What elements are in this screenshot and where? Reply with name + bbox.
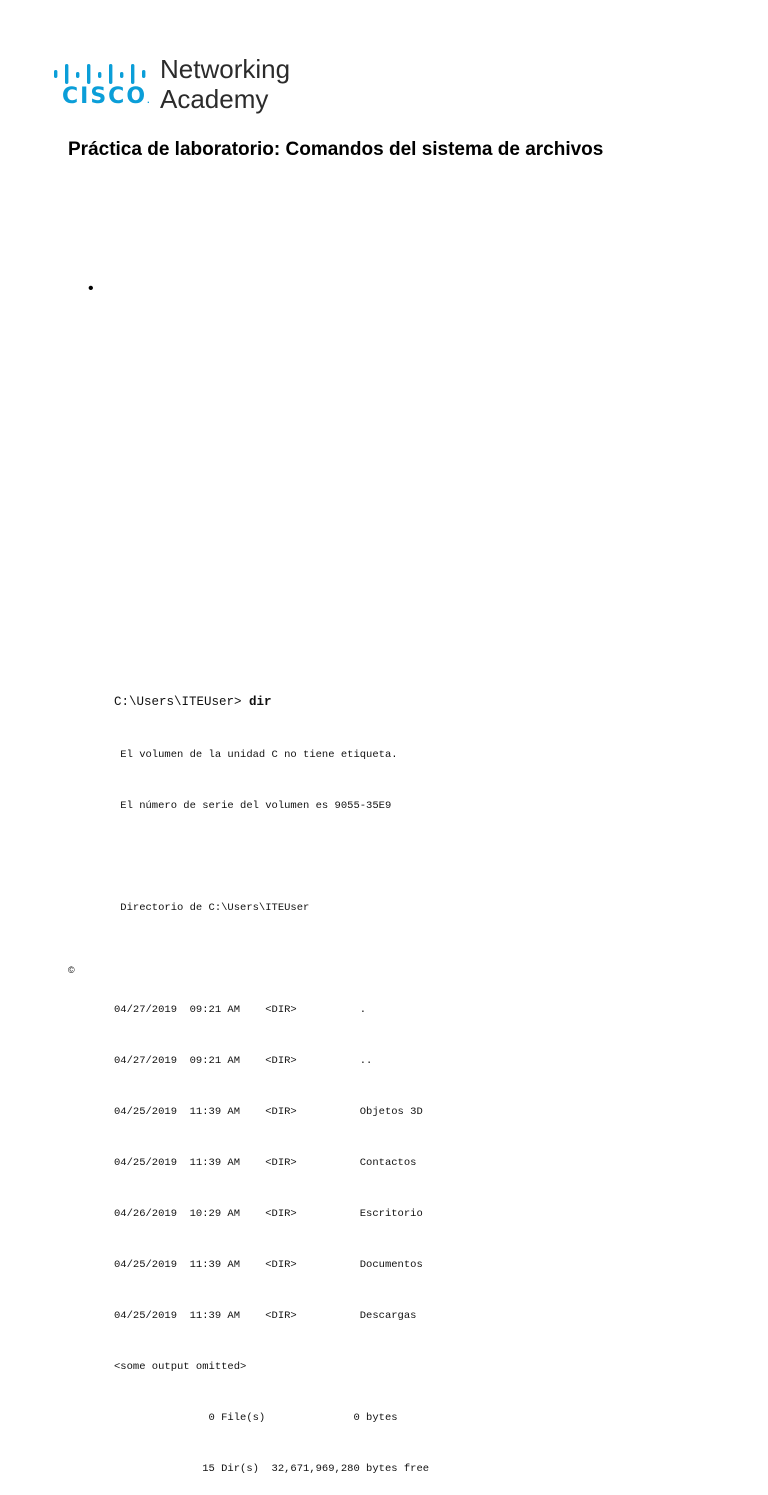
terminal-output-line: 15 Dir(s) 32,671,969,280 bytes free (114, 1463, 430, 1475)
terminal-output-line (114, 951, 429, 968)
cisco-wordmark: CISCO. (62, 84, 150, 109)
cisco-bridge-icon (52, 60, 150, 84)
terminal-prompt: C:\Users\ITEUser> (114, 695, 250, 709)
terminal-prompt-line (114, 694, 429, 713)
terminal-output-line: 04/27/2019 09:21 AM <DIR> .. (114, 1055, 373, 1067)
brand-line-academy: Academy (160, 84, 269, 114)
terminal-output-line: 04/25/2019 11:39 AM <DIR> Contactos (114, 1157, 417, 1169)
terminal-output-line: 04/27/2019 09:21 AM <DIR> . (114, 1004, 367, 1016)
terminal-output-line: 04/26/2019 10:29 AM <DIR> Escritorio (114, 1208, 423, 1220)
copyright-mark: © (68, 965, 75, 975)
brand-line-networking: Networking (160, 54, 291, 84)
terminal-command: dir (249, 695, 272, 709)
terminal-output-line: <some output omitted> (114, 1361, 247, 1373)
cisco-networking-academy-logo (52, 56, 302, 118)
terminal-output-line: 04/25/2019 11:39 AM <DIR> Objetos 3D (114, 1106, 423, 1118)
document-title: Práctica de laboratorio: Comandos del sistema de archivos (68, 139, 604, 160)
terminal-output-line: 0 File(s) 0 bytes (114, 1412, 398, 1424)
terminal-output-line: El número de serie del volumen es 9055-35E9 (114, 800, 392, 812)
terminal-output-line: Directorio de C:\Users\ITEUser (114, 902, 310, 914)
terminal-output-line: 04/25/2019 11:39 AM <DIR> Documentos (114, 1259, 423, 1271)
terminal-output-line: 04/25/2019 11:39 AM <DIR> Descargas (114, 1310, 417, 1322)
command-output-block (114, 660, 429, 1495)
terminal-output-line (114, 849, 429, 866)
terminal-output-line: El volumen de la unidad C no tiene etiqueta. (114, 749, 398, 761)
bullet-point: • (88, 280, 94, 297)
